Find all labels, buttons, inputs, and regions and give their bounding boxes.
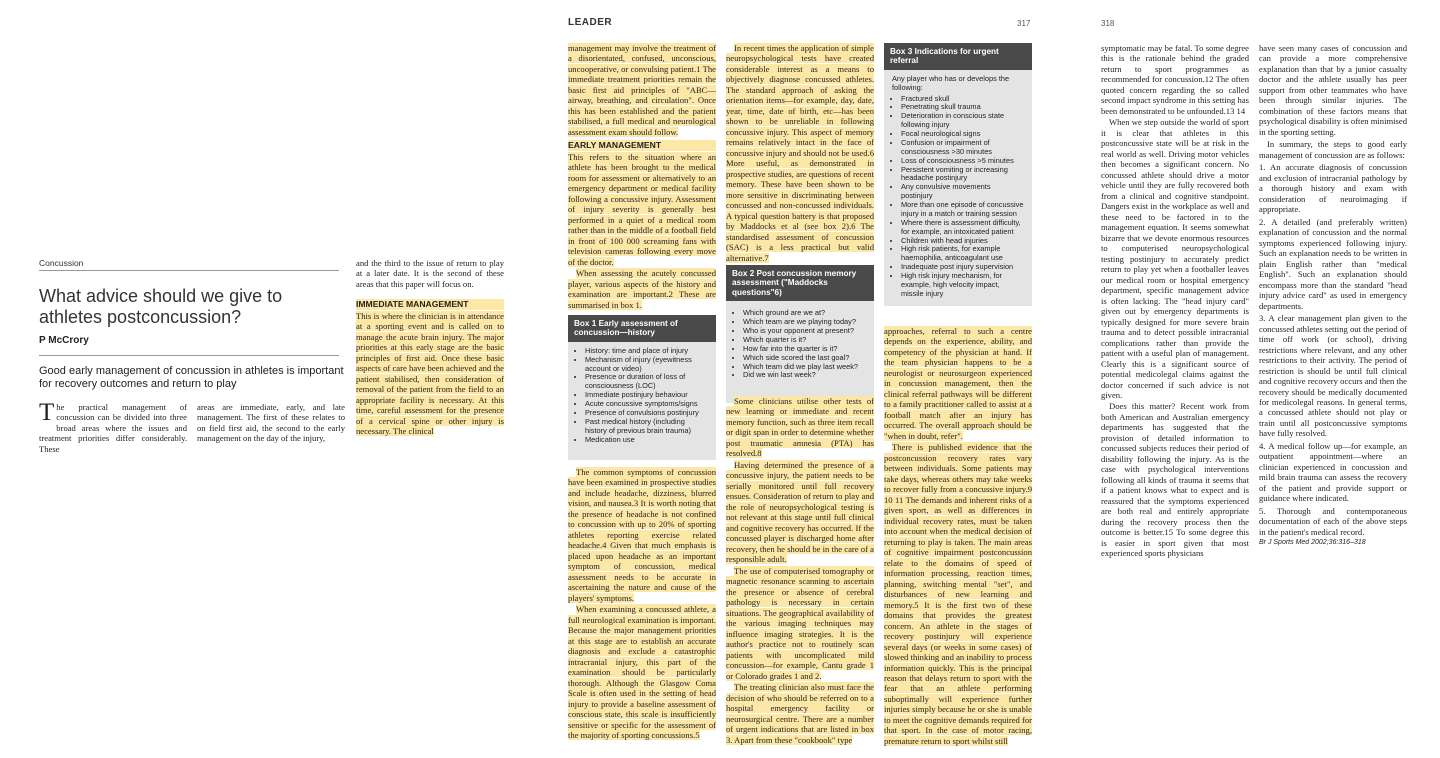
article-standfirst: Good early management of concussion in athletes is important for recovery outcomes and return to play	[39, 365, 344, 391]
box-2-item: • How far into the quarter is it?	[743, 345, 866, 354]
page317-column-2	[726, 43, 874, 264]
summary-list-item: 2. A detailed (and preferably written) explanation of concussion and the normal symptoms experienced following injury. Such an explanation needs to be written in plain English rather than "medical English". Such an explanation should encompass more than the standard "head injury advice card" as used in emergency departments.	[1259, 216, 1407, 311]
p317-c2-paragraph-3: Having determined the presence of a concussive injury, the patient needs to be serially monitored until full recovery ensues. Consideration of return to play and the role of neuropsychological testing is not relevant at this stage until full clinical and cognitive recovery has occurred. If the concussed player is discharged home after recovery, then he should be in the care of a responsible adult.	[726, 459, 874, 565]
box-3-item: • Penetrating skull trauma	[901, 103, 1024, 112]
page317-column-1	[568, 43, 716, 311]
intro-column-2	[197, 402, 345, 445]
page317-column-3	[884, 326, 1032, 747]
box-2-item: • Which quarter is it?	[743, 336, 866, 345]
p317-c2-paragraph-2: Some clinicians utilise other tests of new learning or immediate and recent memory function, such as three item recall or digit span in order to determine whether post traumatic amnesia (PTA) has resolved.8	[726, 396, 874, 459]
p317-c3-paragraph-1: approaches, referral to such a centre depends on the experience, ability, and competency of the physician at hand. If the team physician happens to be a neurologist or neurosurgeon experienced in concussion management, then the clinical referral pathways will be different to a family practitioner called to assist at a football match after an injury has occurred. The overall approach should be "when in doubt, refer".	[884, 326, 1032, 441]
page-number-317: 317	[1017, 19, 1031, 28]
box-1-item: • Past medical history (including history of previous brain trauma)	[585, 418, 708, 436]
box-3-item: • More than one episode of concussive injury in a match or training session	[901, 201, 1024, 219]
p317-c2-paragraph-5: The treating clinician also must face the decision of who should be referred on to a hospital emergency facility or neurosurgical centre. There are a number of urgent indications that are listed in box 3. Apart from these "cookbook" type	[726, 682, 874, 745]
p318-c1-paragraph-3: Does this matter? Recent work from both American and Australian emergency departments has suggested that the provision of detailed information to concussed subjects reduces their period of disability following the injury. As is the case with psychological interventions following all kinds of trauma it seems that if a patient knows what to expect and is reassured that the symptoms experienced are both real and entirely appropriate during the recovery process then the outcome is better.15 To some degree this is easier in sport given that most experienced sports physicians	[1101, 401, 1249, 559]
box-3-item: • Inadequate post injury supervision	[901, 263, 1024, 272]
journal-citation: Br J Sports Med 2002;36:316–318	[1259, 539, 1366, 547]
box-3-item: • Confusion or impairment of consciousness >30 minutes	[901, 139, 1024, 157]
box-2-item: • Which ground are we at?	[743, 309, 866, 318]
intro-column-3	[356, 258, 504, 438]
kicker-rule	[39, 270, 339, 271]
p318-c2-paragraph-1: have seen many cases of concussion and can provide a more comprehensive explanation than that by a junior casualty doctor and the athlete usually has peer support from other teammates who have been through similar injuries. The combination of these factors means that psychological disability is often minimised in the sporting setting.	[1259, 43, 1407, 137]
box-3-item: • Deterioration in conscious state following injury	[901, 112, 1024, 130]
box-1-item: • Acute concussive symptoms/signs	[585, 400, 708, 409]
box-3-item: • Loss of consciousness >5 minutes	[901, 157, 1024, 166]
p317-c1-paragraph-2: This refers to the situation where an athlete has been brought to the medical room for assessment or alternatively to an emergency department or medical facility following a concussive injury. Assessment of injury severity is generally best performed in a quiet of a medical room rather than in the middle of a football field in front of 100 000 screaming fans with television cameras following every move of the doctor.	[568, 151, 716, 267]
page318-column-2	[1259, 43, 1407, 548]
box-1-title: Box 1 Early assessment of concussion—history	[568, 315, 716, 342]
box-2-item: • Which side scored the last goal?	[743, 354, 866, 363]
p317-c1-paragraph-4: The common symptoms of concussion have been examined in prospective studies and include headache, dizziness, blurred vision, and nausea.3 It is worth noting that the presence of headache is not confined to concussion with up to 20% of sporting athletes reporting exercise related headache.4 Given that much emphasis is placed upon headache as an important symptom of concussion, medical assessment needs to be accurate in ascertaining the nature and cause of the players' symptoms.	[568, 467, 716, 603]
box-1-item: • Presence or duration of loss of consciousness (LOC)	[585, 373, 708, 391]
box-3-item: • High risk injury mechanism, for example, high velocity impact, missile injury	[901, 272, 1024, 299]
intro-paragraph-1: he practical management of concussion can be divided into three broad areas where the issues and treatment priorities differ considerably. These	[39, 402, 187, 454]
box-3-item: • Fractured skull	[901, 95, 1024, 104]
early-management-heading: EARLY MANAGEMENT	[568, 140, 716, 150]
summary-list-item: 3. A clear management plan given to the concussed athletes setting out the period of time off work (or school), driving restrictions where relevant, and any other restrictions to their activity. The period of restriction is should be until full clinical and cognitive recovery occurs and then the recovery should be medically documented for medicolegal reasons. In general terms, a concussed athlete should not play or train until all postconcussive symptoms have fully resolved.	[1259, 313, 1407, 439]
box-3	[884, 43, 1032, 306]
p317-c2-paragraph-4: The use of computerised tomography or magnetic resonance scanning to ascertain the presence or absence of cerebral pathology is necessary in certain situations. The geographical availability of the various imaging techniques may influence imaging strategies. It is the author's practice not to routinely scan patients with uncomplicated mild concussion—for example, Cantu grade 1 or Colorado grades 1 and 2.	[726, 565, 874, 681]
box-3-item: • Children with head injuries	[901, 237, 1024, 246]
box-2	[726, 265, 874, 403]
p318-c2-paragraph-2: In summary, the steps to good early management of concussion are as follows:	[1259, 139, 1407, 160]
box-3-item: • High risk patients, for example haemophilia, anticoagulant use	[901, 245, 1024, 263]
box-1-item: • Immediate postinjury behaviour	[585, 391, 708, 400]
p317-c3-paragraph-2: There is published evidence that the postconcussion recovery rates vary between individuals. Some patients may take days, whereas others may take weeks to recover fully from a concussive injury.9 10 11 The demands and inherent risks of a given sport, as well as differences in individual recovery rates, must be taken into account when the medical decision of returning to play is taken. The main areas of cognitive impairment postconcussion relate to the domains of speed of information processing, reaction times, planning, switching mental "set", and disturbances of new learning and memory.5 It is the first two of these domains that provides the greatest concern. An athlete in the stages of recovery postinjury will experience several days (or weeks in some cases) of slowed thinking and an inability to process information quickly. This is the principal reason that delays return to sport with the fear that an athlete performing suboptimally will experience further injuries simply because he or she is unable to meet the cognitive demands required for that sport. In the case of motor racing, premature return to sport whilst still	[884, 442, 1032, 746]
box-1-item: • Presence of convulsions postinjury	[585, 409, 708, 418]
p317-c1-paragraph-3: When assessing the acutely concussed player, various aspects of the history and examination are important.2 These are summarised in box 1.	[568, 268, 716, 310]
summary-list-item: 5. Thorough and contemporaneous documentation of each of the above steps in the patient's medical record.	[1259, 505, 1407, 537]
box-1-item: • History: time and place of injury	[585, 347, 708, 356]
intro-column-1	[39, 399, 187, 455]
p317-c2-paragraph-1: In recent times the application of simple neuropsychological tests have created considerable interest as a means to objectively diagnose concussed athletes. The standard approach of asking the orientation items—for example, day, date, year, time, date of birth, etc—has been shown to be unreliable in following concussive injury. This aspect of memory remains relatively intact in the face of concussive injury and should not be used.6 More useful, as demonstrated in prospective studies, are questions of recent memory. These have been shown to be more sensitive in discriminating between concussed and non-concussed individuals. A typical question battery is that proposed by Maddocks et al (see box 2).6 The standardised assessment of concussion (SAC) is a less practical but valid alternative.7	[726, 43, 874, 263]
author-rule	[39, 355, 339, 356]
summary-list-item: 1. An accurate diagnosis of concussion and exclusion of intracranial pathology by a thorough history and exam with consideration of neuroimaging if appropriate.	[1259, 162, 1407, 215]
article-author: P McCrory	[39, 335, 89, 346]
intro-paragraph-2: areas are immediate, early, and late management. The first of these relates to on field first aid, the second to the early management on the day of the injury,	[197, 402, 345, 444]
running-head: LEADER	[568, 17, 613, 28]
immediate-management-heading: IMMEDIATE MANAGEMENT	[356, 299, 504, 309]
box-3-item: • Where there is assessment difficulty, for example, an intoxicated patient	[901, 219, 1024, 237]
box-2-item: • Which team did we play last week?	[743, 363, 866, 372]
box-3-item: • Persistent vomiting or increasing headache postinjury	[901, 166, 1024, 184]
box-3-intro: Any player who has or develops the following:	[892, 73, 1010, 92]
page318-column-1	[1101, 43, 1249, 560]
drop-cap: T	[39, 399, 55, 426]
box-2-item: • Which team are we playing today?	[743, 318, 866, 327]
p318-c1-paragraph-2: When we step outside the world of sport it is clear that athletes in this postconcussive state will be at risk in the real world as well. Driving motor vehicles then becomes a significant concern. No concussed athlete should drive a motor vehicle until they are fully recovered both from a clinical and cognitive standpoint. Dangers exist in the workplace as well and these need to be factored in to the management equation. It seems somewhat bizarre that we devote enormous resources to computerised neuropsychological testing postinjury to accurately predict return to play yet when a footballer leaves our medical room or hospital emergency department, specific management advice is often lacking. The "head injury card" given out by emergency departments is typically designed for more severe brain trauma and to detect possible intracranial complications rather than provide the patient with a useful plan of management. Clearly this is a significant source of potential medicolegal claims against the doctor concerned if such advice is not given.	[1101, 117, 1249, 400]
box-3-item: • Any convulsive movements postinjury	[901, 183, 1024, 201]
box-3-item: • Focal neurological signs	[901, 130, 1024, 139]
article-kicker: Concussion	[39, 258, 84, 268]
box-2-title: Box 2 Post concussion memory assessment ("Maddocks questions"6)	[726, 265, 874, 301]
p318-c1-paragraph-1: symptomatic may be fatal. To some degree this is the rationale behind the graded return to sport programmes as recommended for concussion.12 The often quoted concern regarding the so called second impact syndrome in this setting has been demonstrated to be unfounded.13 14	[1101, 43, 1249, 116]
page317-column-2-lower	[726, 396, 874, 746]
p317-c1-paragraph-1: management may involve the treatment of a disorientated, confused, unconscious, uncooperative, or convulsing patient.1 The immediate treatment priorities remain the basic first aid principles of "ABC—airway, breathing, and circulation". Once this has been established and the patient stabilised, a full medical and neurological assessment exam should follow.	[568, 43, 716, 137]
page317-column-1-lower	[568, 467, 716, 742]
box-1-item: • Mechanism of injury (eyewitness account or video)	[585, 356, 708, 374]
box-2-item: • Who is your opponent at present?	[743, 327, 866, 336]
box-1-item: • Medication use	[585, 436, 708, 445]
box-1	[568, 315, 716, 460]
page-number-318: 318	[1101, 19, 1115, 28]
box-2-item: • Did we win last week?	[743, 371, 866, 380]
intro-paragraph-3: and the third to the issue of return to play at a later date. It is the second of these areas that this paper will focus on.	[356, 258, 504, 289]
summary-list-item: 4. A medical follow up—for example, an outpatient appointment—where an clinician experienced in concussion and mild brain trauma can assess the recovery of the patient and provide support or guidance where indicated.	[1259, 440, 1407, 504]
p317-c1-paragraph-5: When examining a concussed athlete, a full neurological examination is important. Because the major management priorities at this stage are to establish an accurate diagnosis and exclude a catastrophic intracranial injury, this part of the examination should be particularly thorough. Although the Glasgow Coma Scale is often used in the setting of head injury to provide a baseline assessment of conscious state, this scale is insufficiently sensitive or specific for the assessment of the majority of sporting concussions.5	[568, 604, 716, 741]
article-title: What advice should we give to athletes postconcussion?	[39, 286, 283, 328]
immediate-management-paragraph: This is where the clinician is in attendance at a sporting event and is called on to manage the acute brain injury. The major priorities at this early stage are the basic principles of first aid. Once these basic aspects of care have been achieved and the patient stabilised, then consideration of removal of the patient from the field to an appropriate facility is necessary. At this time, careful assessment for the presence of a cervical spine or other injury is necessary. The clinical	[356, 310, 504, 437]
box-3-title: Box 3 Indications for urgent referral	[884, 43, 1032, 70]
